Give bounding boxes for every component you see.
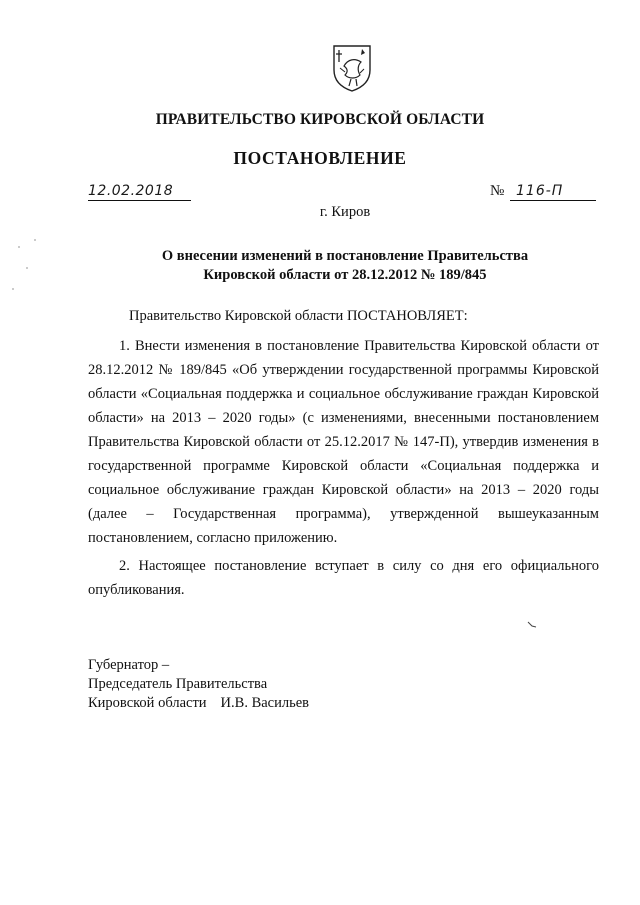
signature-org-line [88, 694, 309, 713]
signature-org: Кировской области [88, 695, 207, 711]
document-number: 116-П [510, 182, 596, 201]
document-type: ПОСТАНОВЛЕНИЕ [233, 148, 407, 168]
government-name: ПРАВИТЕЛЬСТВО КИРОВСКОЙ ОБЛАСТИ [155, 111, 485, 128]
subject-line: Кировской области от 28.12.2012 № 189/845 [203, 267, 487, 283]
decree-item-1: 1. Внести изменения в постановление Правительства Кировской области от 28.12.2012 № 189/845 «Об утверждении государственной программы Кировской области «Социальная поддержка и социальное обслуживание граждан Кировской области» на 2013 – 2020 годы» (с изменениями, внесенными постановлением Правительства Кировской области от 25.12.2017 № 147-П), утвердив изменения в государственной программе Кировской области «Социальная поддержка и социальное обслуживание граждан Кировской области» на 2013 – 2020 годы (далее – Государственная программа), утвержденной вышеуказанным постановлением, согласно приложению. [88, 338, 599, 546]
signature-title: Губернатор – [88, 657, 170, 673]
scan-speck [34, 239, 36, 241]
signatory-name: И.В. Васильев [220, 695, 309, 711]
decree-item-2: 2. Настоящее постановление вступает в силу со дня его официального опубликования. [88, 558, 599, 598]
signature-position: Председатель Правительства [88, 676, 268, 692]
coat-of-arms-icon [331, 42, 373, 92]
signature-block [88, 656, 309, 713]
number-sign: № [490, 183, 505, 199]
scan-speck [26, 267, 28, 269]
city: г. Киров [319, 204, 371, 220]
scan-speck [18, 246, 20, 248]
document-date: 12.02.2018 [88, 182, 191, 201]
pen-mark [527, 621, 537, 629]
scan-speck [12, 288, 14, 290]
decree-statement: Правительство Кировской области ПОСТАНОВЛЯЕТ: [129, 308, 468, 324]
document-body [88, 304, 599, 602]
document-subject [90, 247, 600, 285]
subject-line: О внесении изменений в постановление Правительства [161, 248, 529, 264]
